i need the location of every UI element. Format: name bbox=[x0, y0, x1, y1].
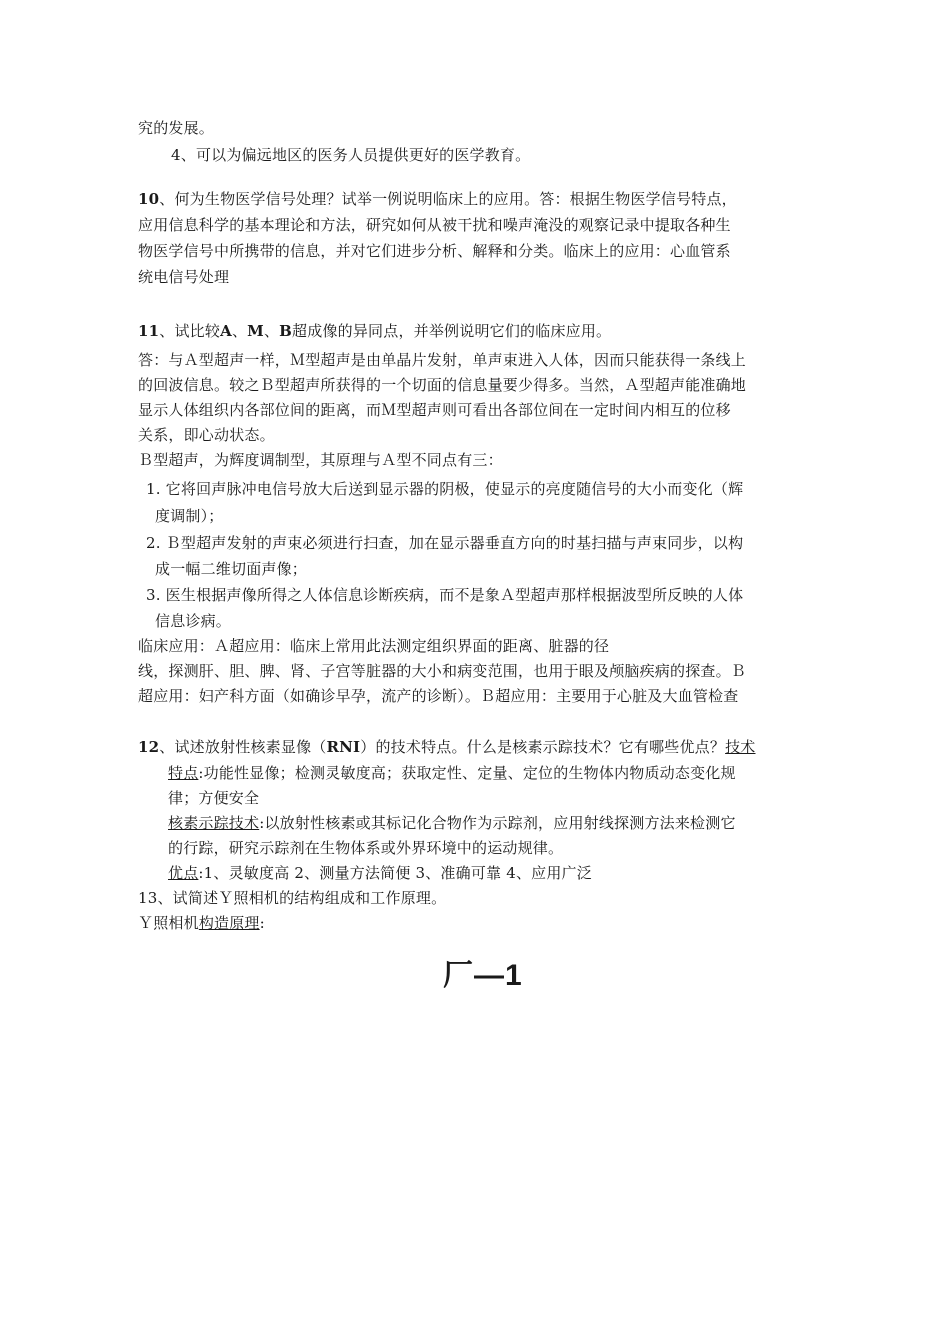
underlined-term: 技术 bbox=[725, 738, 756, 756]
list-item: 3. 医生根据声像所得之人体信息诊断疾病，而不是象Ａ型超声那样根据波型所反映的人体 bbox=[146, 586, 744, 604]
question-text: ）的技术特点。什么是核素示踪技术？它有哪些优点？ bbox=[360, 738, 726, 756]
question-13-line: 13、试简述Ｙ照相机的结构组成和工作原理。 bbox=[138, 889, 447, 907]
text-line: 线，探测肝、胆、脾、肾、子宫等脏器的大小和病变范围，也用于眼及颅脑疾病的探查。Ｂ bbox=[138, 662, 747, 680]
text-line: 的回波信息。较之Ｂ型超声所获得的一个切面的信息量要少得多。当然，Ａ型超声能准确地 bbox=[138, 376, 747, 394]
text-span: :以放射性核素或其标记化合物作为示踪剂，应用射线探测方法来检测它 bbox=[259, 814, 736, 832]
question-11-line bbox=[138, 320, 611, 342]
text-span: Ｙ照相机 bbox=[138, 914, 199, 932]
text-line bbox=[138, 912, 265, 934]
text-line: 究的发展。 bbox=[138, 119, 215, 137]
text-line bbox=[168, 762, 736, 784]
text-line: Ｂ型超声，为辉度调制型，其原理与Ａ型不同点有三： bbox=[138, 451, 503, 469]
text-line: 4、可以为偏远地区的医务人员提供更好的医学教育。 bbox=[171, 146, 531, 164]
separator: 、 bbox=[263, 322, 280, 340]
text-line: 答：与Ａ型超声一样，Ｍ型超声是由单晶片发射，单声束进入人体，因而只能获得一条线上 bbox=[138, 351, 747, 369]
mode-m: M bbox=[247, 322, 264, 340]
underlined-term: 核素示踪技术 bbox=[168, 814, 260, 832]
text-line: 度调制）； bbox=[155, 507, 224, 525]
figure-fragment-text: 厂—1 bbox=[443, 959, 523, 992]
question-text: 超成像的异同点，并举例说明它们的临床应用。 bbox=[292, 322, 612, 340]
question-number: 11 bbox=[138, 322, 160, 340]
text-line: 的行踪，研究示踪剂在生物体系或外界环境中的运动规律。 bbox=[168, 839, 564, 857]
underlined-term: 特点 bbox=[168, 764, 199, 782]
text-line: 临床应用：Ａ超应用：临床上常用此法测定组织界面的距离、脏器的径 bbox=[138, 637, 610, 655]
text-span: :功能性显像；检测灵敏度高；获取定性、定量、定位的生物体内物质动态变化规 bbox=[198, 764, 736, 782]
text-line: 超应用：妇产科方面（如确诊早孕，流产的诊断）。Ｂ超应用：主要用于心脏及大血管检查 bbox=[138, 687, 739, 705]
underlined-term: 构造原理 bbox=[198, 914, 260, 932]
mode-b: B bbox=[279, 322, 293, 340]
question-number: 12 bbox=[138, 738, 160, 756]
text-line: 关系，即心动状态。 bbox=[138, 426, 275, 444]
question-12-line bbox=[138, 736, 756, 758]
question-text: 、试述放射性核素显像（ bbox=[159, 738, 327, 756]
text-line: 律；方便安全 bbox=[168, 789, 260, 807]
rni-abbrev: RNI bbox=[326, 738, 361, 756]
text-line: 成一幅二维切面声像； bbox=[155, 560, 308, 578]
text-line: 统电信号处理 bbox=[138, 268, 230, 286]
question-text: 、何为生物医学信号处理？试举一例说明临床上的应用。答：根据生物医学信号特点， bbox=[159, 190, 737, 208]
text-line: 物医学信号中所携带的信息，并对它们进步分析、解释和分类。临床上的应用：心血管系 bbox=[138, 242, 731, 260]
question-number: 10 bbox=[138, 190, 160, 208]
separator: 、 bbox=[231, 322, 248, 340]
text-line: 信息诊病。 bbox=[155, 612, 232, 630]
list-item: 2. Ｂ型超声发射的声束必须进行扫查，加在显示器垂直方向的时基扫描与声束同步，以构 bbox=[146, 534, 744, 552]
text-span: :1、灵敏度高 2、测量方法简便 3、准确可靠 4、应用广泛 bbox=[198, 864, 592, 882]
question-text: 、试比较 bbox=[159, 322, 221, 340]
list-item: 1. 它将回声脉冲电信号放大后送到显示器的阴极，使显示的亮度随信号的大小而变化（辉 bbox=[146, 480, 744, 498]
text-line bbox=[168, 812, 736, 834]
underlined-term: 优点 bbox=[168, 864, 199, 882]
mode-a: A bbox=[220, 322, 232, 340]
text-span: : bbox=[259, 914, 265, 932]
text-line: 显示人体组织内各部位间的距离，而Ｍ型超声则可看出各部位间在一定时间内相互的位移 bbox=[138, 401, 731, 419]
text-line bbox=[168, 862, 592, 884]
text-line: 应用信息科学的基本理论和方法，研究如何从被干扰和噪声淹没的观察记录中提取各种生 bbox=[138, 216, 731, 234]
question-10-line bbox=[138, 188, 737, 210]
